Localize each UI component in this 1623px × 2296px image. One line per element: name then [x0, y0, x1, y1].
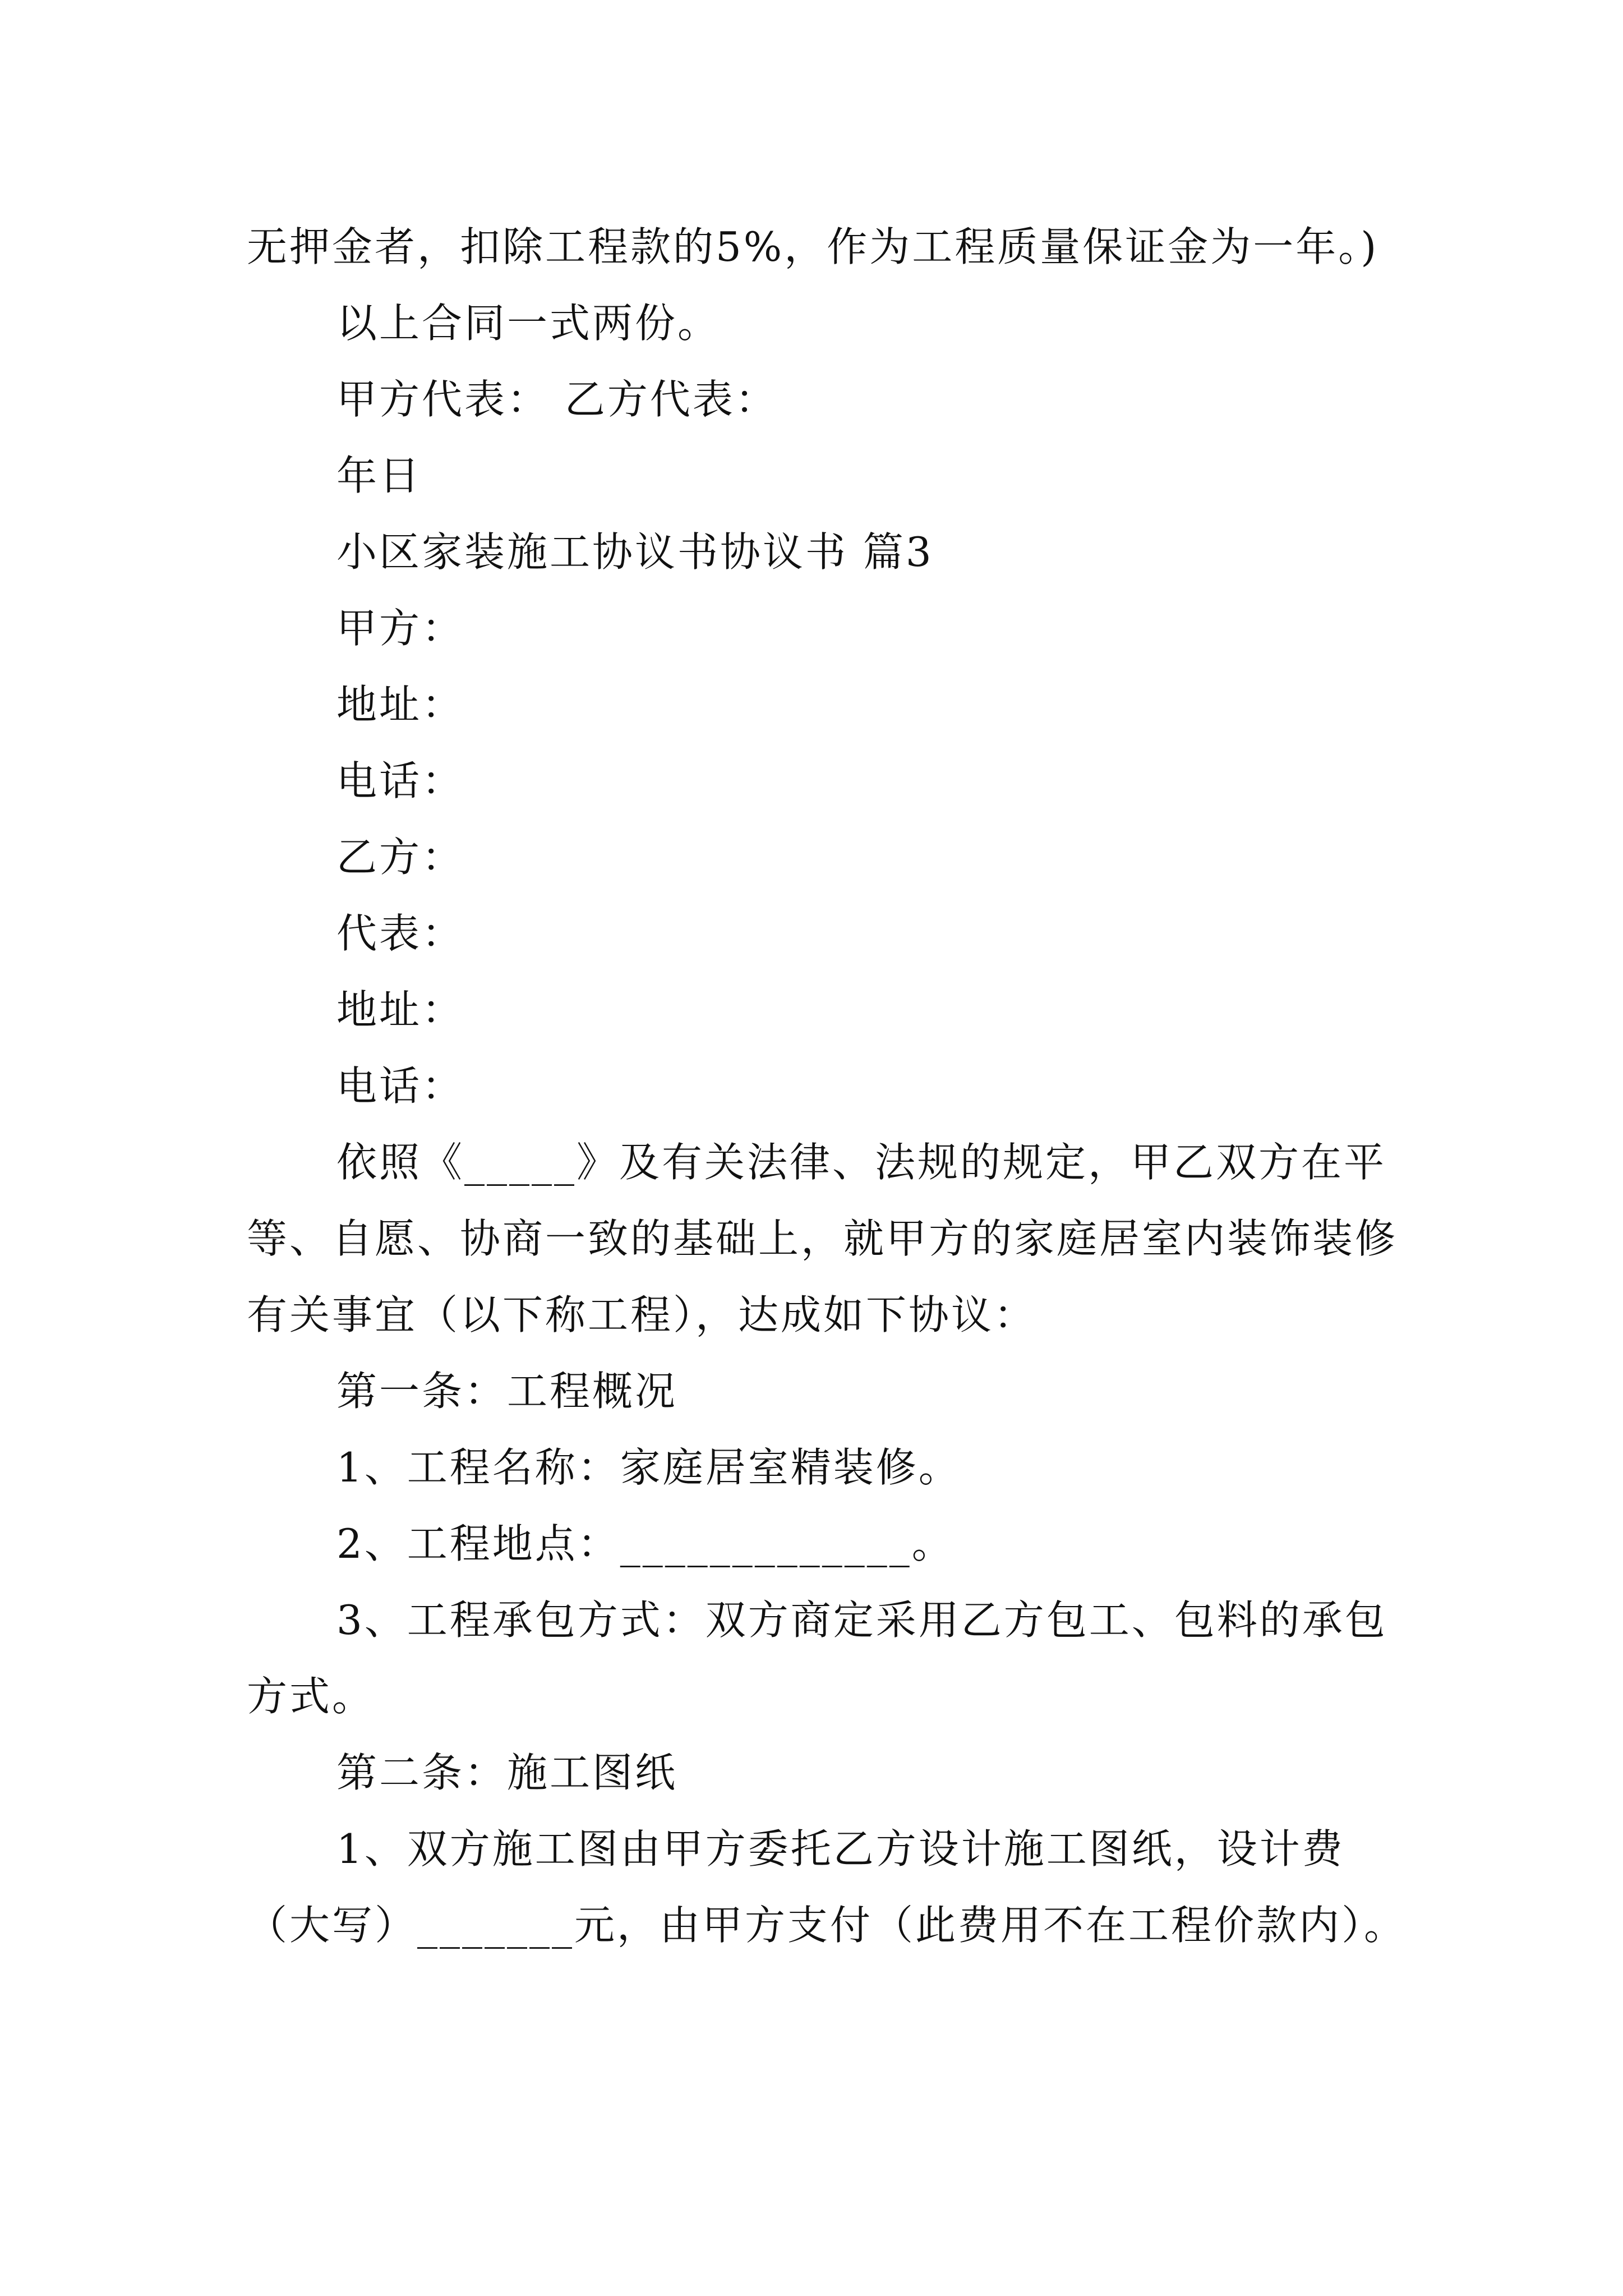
- party-b-label: 乙方：: [336, 834, 465, 881]
- paragraph-date: 年日: [336, 452, 422, 499]
- paragraph-copies: 以上合同一式两份。: [336, 300, 721, 347]
- article-1-item-1: 1、工程名称：家庭居室精装修。: [336, 1444, 961, 1491]
- paragraph-representatives: 甲方代表： 乙方代表：: [336, 376, 778, 423]
- party-a-address-label: 地址：: [336, 681, 465, 728]
- article-1-item-2: 2、工程地点：_____________。: [336, 1520, 955, 1567]
- party-a-label: 甲方：: [336, 605, 465, 652]
- article-2-item-1: 1、双方施工图由甲方委托乙方设计施工图纸，设计费（大写）_______元，由甲方支付（此费用不在工程价款内）。: [247, 1825, 1407, 1949]
- party-a-phone-label: 电话：: [336, 757, 465, 804]
- party-b-representative-label: 代表：: [336, 910, 465, 957]
- article-1-item-3: 3、工程承包方式：双方商定采用乙方包工、包料的承包方式。: [247, 1596, 1387, 1720]
- paragraph-legal-basis: 依照《_____》及有关法律、法规的规定，甲乙双方在平等、自愿、协商一致的基础上，就甲方的家庭居室内装饰装修有关事宜（以下称工程），达成如下协议：: [247, 1139, 1398, 1338]
- party-b-address-label: 地址：: [336, 986, 465, 1033]
- paragraph-deposit-terms: 无押金者，扣除工程款的5%，作为工程质量保证金为一年。): [247, 223, 1379, 270]
- article-1-heading: 第一条：工程概况: [336, 1368, 678, 1415]
- section-title: 小区家装施工协议书协议书 篇3: [336, 528, 934, 576]
- document-body: [247, 209, 1413, 1963]
- article-2-heading: 第二条：施工图纸: [336, 1749, 678, 1796]
- party-b-phone-label: 电话：: [336, 1062, 465, 1110]
